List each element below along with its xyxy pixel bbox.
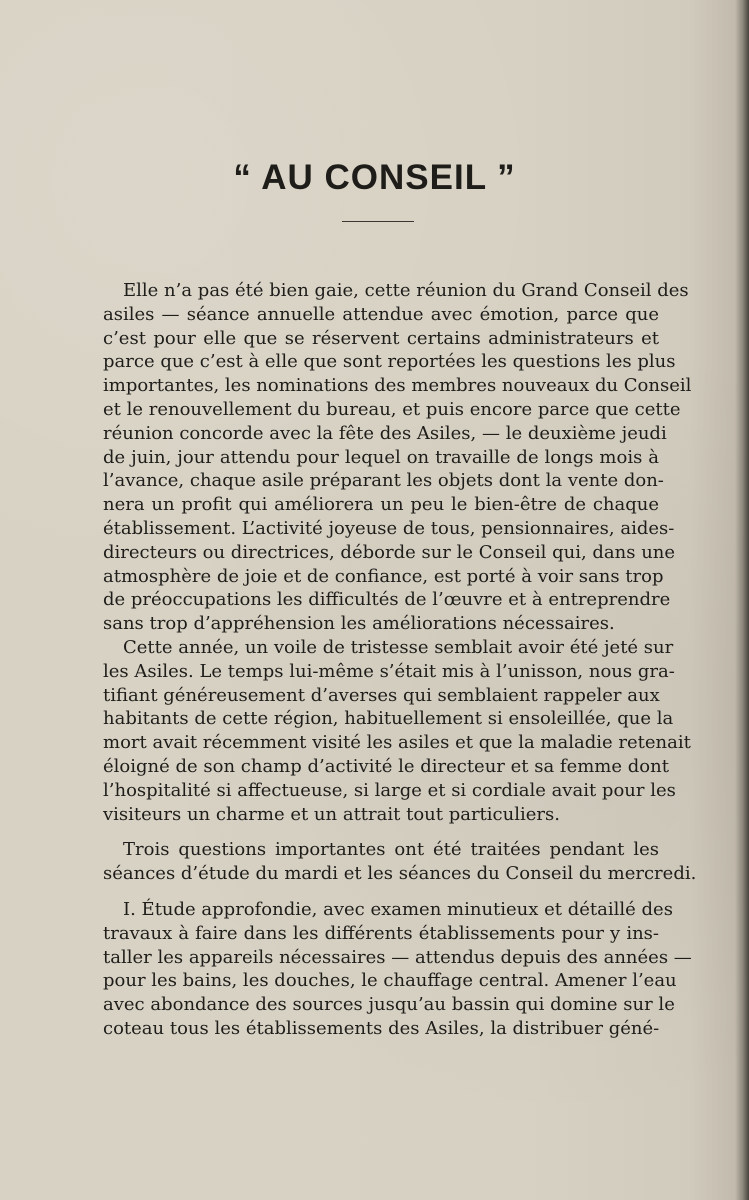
text-line: de juin, jour attendu pour lequel on travaille de longs mois à	[103, 446, 659, 468]
text-line: sans trop d’appréhension les améliorations nécessaires.	[103, 613, 615, 635]
text-line: Elle n’a pas été bien gaie, cette réunion du Grand Conseil des	[123, 280, 689, 301]
text-line: habitants de cette région, habituellement si ensoleillée, que la	[103, 708, 674, 730]
text-line: établissement. L’activité joyeuse de tous, pensionnaires, aides-	[103, 517, 675, 539]
text-line: et le renouvellement du bureau, et puis encore parce que cette	[103, 398, 681, 420]
text-line: réunion concorde avec la fête des Asiles, — le deuxième jeudi	[103, 422, 667, 444]
text-line: tifiant généreusement d’averses qui semblaient rappeler aux	[103, 684, 660, 706]
text-line: nera un profit qui améliorera un peu le bien-être de chaque	[103, 494, 659, 516]
text-line: I. Étude approfondie, avec examen minutieux et détaillé des	[123, 898, 673, 920]
text-line: visiteurs un charme et un attrait tout particuliers.	[103, 803, 560, 825]
text-line: les Asiles. Le temps lui-même s’était mis à l’unisson, nous gra-	[103, 660, 675, 682]
text-line: c’est pour elle que se réservent certains administrateurs et	[103, 327, 659, 349]
text-line: Trois questions importantes ont été traitées pendant les	[123, 839, 659, 861]
text-line: parce que c’est à elle que sont reportées les questions les plus	[103, 351, 676, 373]
title-rule	[342, 221, 414, 222]
text-line: éloigné de son champ d’activité le directeur et sa femme dont	[103, 755, 669, 777]
text-line: Cette année, un voile de tristesse semblait avoir été jeté sur	[123, 636, 674, 658]
text-line: pour les bains, les douches, le chauffage central. Amener l’eau	[103, 970, 677, 992]
text-line: mort avait récemment visité les asiles et que la maladie retenait	[103, 732, 691, 754]
text-line: atmosphère de joie et de confiance, est porté à voir sans trop	[103, 565, 664, 587]
text-line: importantes, les nominations des membres nouveaux du Conseil	[103, 375, 692, 397]
text-line: coteau tous les établissements des Asiles, la distribuer géné-	[103, 1017, 660, 1039]
text-line: directeurs ou directrices, déborde sur le Conseil qui, dans une	[103, 541, 676, 563]
text-line: taller les appareils nécessaires — attendus depuis des années —	[103, 946, 692, 968]
text-line: avec abondance des sources jusqu’au bassin qui domine sur le	[103, 994, 675, 1016]
chapter-title: “ AU CONSEIL ”	[233, 158, 516, 197]
text-line: de préoccupations les difficultés de l’œuvre et à entreprendre	[103, 589, 671, 611]
body-text	[103, 279, 697, 1041]
text-line: séances d’étude du mardi et les séances du Conseil du mercredi.	[103, 863, 697, 885]
text-line: l’avance, chaque asile préparant les objets dont la vente don-	[103, 470, 664, 492]
text-line: asiles — séance annuelle attendue avec émotion, parce que	[103, 303, 659, 325]
text-line: travaux à faire dans les différents établissements pour y ins-	[103, 922, 659, 944]
text-line: l’hospitalité si affectueuse, si large et si cordiale avait pour les	[103, 779, 676, 801]
